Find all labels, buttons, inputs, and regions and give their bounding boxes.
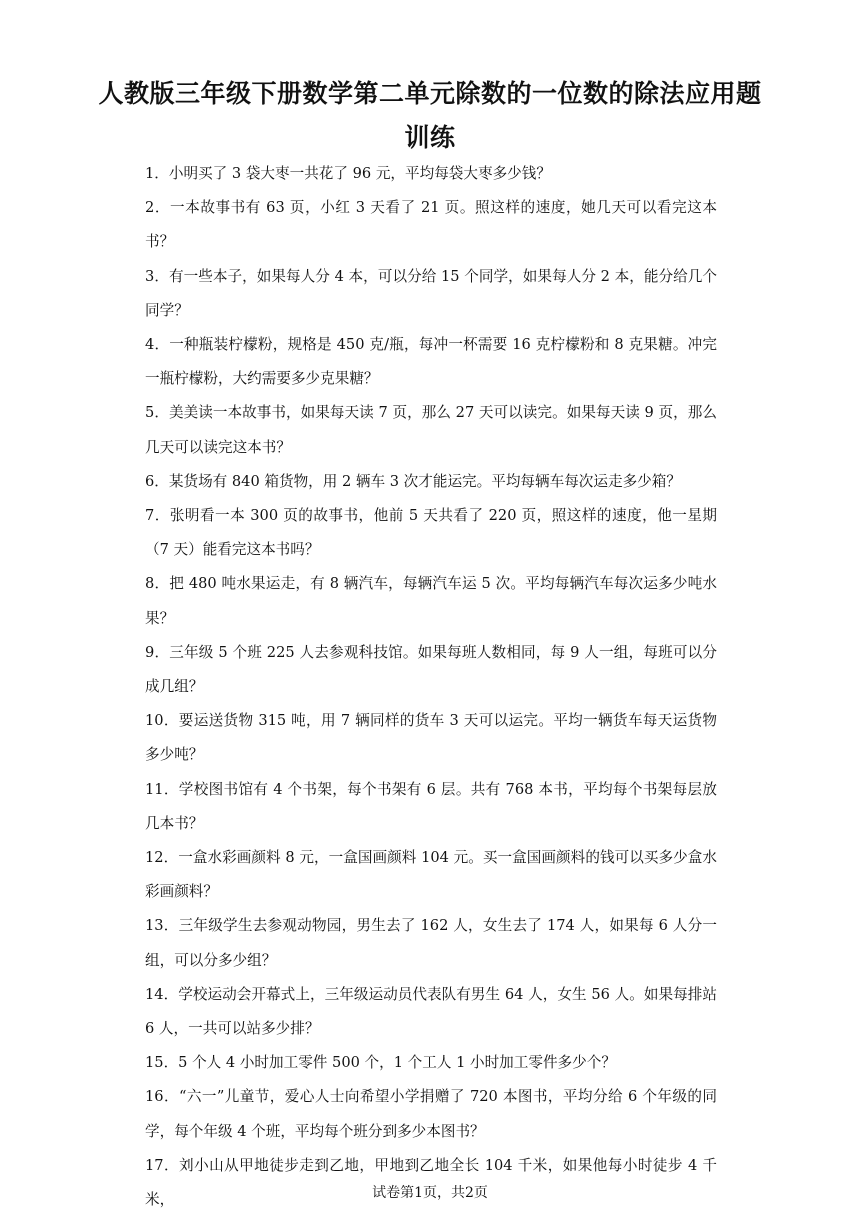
question-17: 17．刘小山从甲地徒步走到乙地，甲地到乙地全长 104 千米，如果他每小时徒步 4 千米，	[145, 1156, 717, 1209]
question-15: 15．5 个人 4 小时加工零件 500 个，1 个工人 1 小时加工零件多少个？	[145, 1054, 616, 1072]
question-14: 14．学校运动会开幕式上，三年级运动员代表队有男生 64 人，女生 56 人。如果每排站 6 人，一共可以站多少排？	[145, 985, 717, 1038]
question-13: 13．三年级学生去参观动物园，男生去了 162 人，女生去了 174 人，如果每 6 人分一组，可以分多少组？	[145, 917, 717, 969]
question-4: 4．一种瓶装柠檬粉，规格是 450 克/瓶，每冲一杯需要 16 克柠檬粉和 8 克果糖。冲完一瓶柠檬粉，大约需要多少克果糖？	[145, 336, 717, 388]
question-list	[145, 157, 717, 1217]
question-3: 3．有一些本子，如果每人分 4 本，可以分给 15 个同学，如果每人分 2 本，能分给几个同学？	[145, 267, 717, 319]
question-1: 1．小明买了 3 袋大枣一共花了 96 元，平均每袋大枣多少钱？	[145, 165, 551, 182]
document-title-continued: 训练	[404, 123, 456, 152]
question-12: 12．一盒水彩画颜料 8 元，一盒国画颜料 104 元。买一盒国画颜料的钱可以买多少盒水彩画颜料？	[145, 849, 717, 901]
question-10: 10．要运送货物 315 吨，用 7 辆同样的货车 3 天可以运完。平均一辆货车每天运货物多少吨？	[145, 712, 717, 764]
question-8: 8．把 480 吨水果运走，有 8 辆汽车，每辆汽车运 5 次。平均每辆汽车每次运多少吨水果？	[145, 575, 717, 627]
question-5: 5．美美读一本故事书，如果每天读 7 页，那么 27 天可以读完。如果每天读 9 页，那么几天可以读完这本书？	[145, 404, 717, 456]
question-16: 16．“六一”儿童节，爱心人士向希望小学捐赠了 720 本图书，平均分给 6 个年级的同学，每个年级 4 个班，平均每个班分到多少本图书？	[145, 1088, 717, 1140]
question-2: 2．一本故事书有 63 页，小红 3 天看了 21 页。照这样的速度，她几天可以看完这本书？	[145, 199, 717, 251]
question-11: 11．学校图书馆有 4 个书架，每个书架有 6 层。共有 768 本书，平均每个书架每层放几本书？	[145, 780, 717, 832]
question-7: 7．张明看一本 300 页的故事书，他前 5 天共看了 220 页，照这样的速度，他一星期（7 天）能看完这本书吗？	[145, 507, 717, 559]
page-footer: 试卷第1页，共2页	[372, 1185, 488, 1201]
question-9: 9．三年级 5 个班 225 人去参观科技馆。如果每班人数相同，每 9 人一组，每班可以分成几组？	[145, 643, 717, 696]
question-6: 6．某货场有 840 箱货物，用 2 辆车 3 次才能运完。平均每辆车每次运走多少箱？	[145, 472, 681, 490]
document-title: 人教版三年级下册数学第二单元除数的一位数的除法应用题	[98, 79, 762, 108]
